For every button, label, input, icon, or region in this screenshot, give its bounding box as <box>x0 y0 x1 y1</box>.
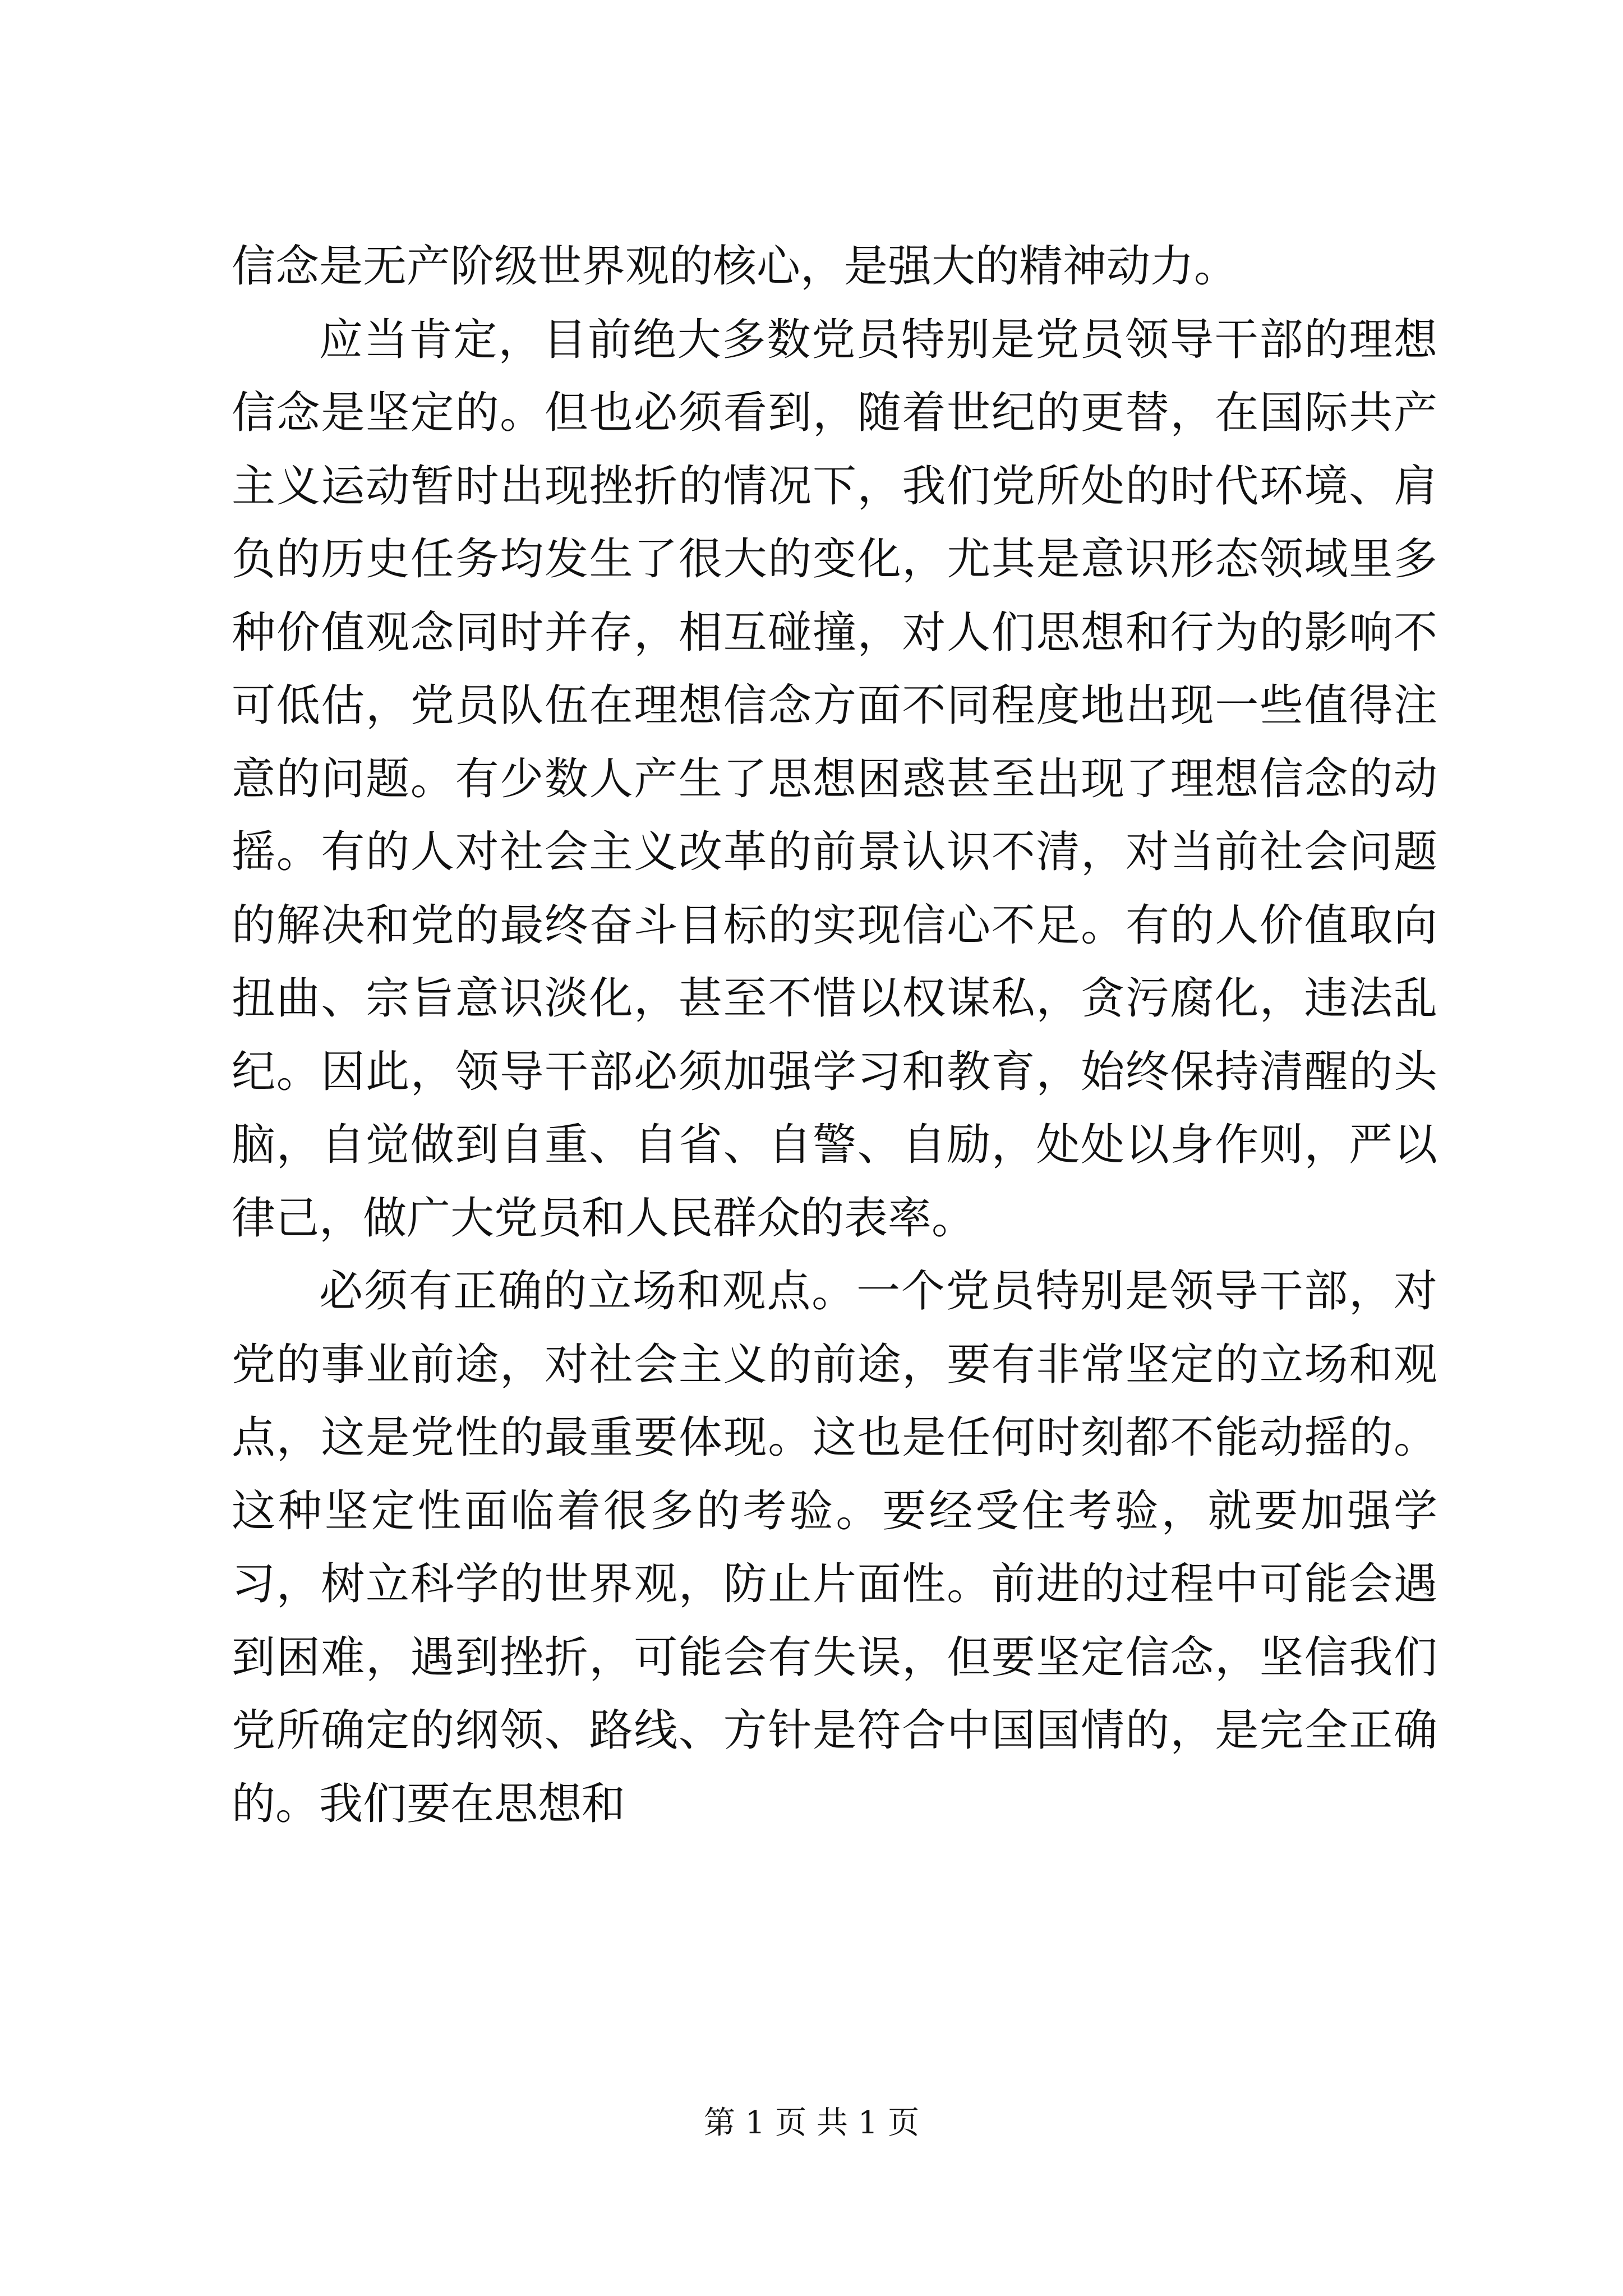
document-body <box>232 230 1437 1841</box>
paragraph-2: 应当肯定，目前绝大多数党员特别是党员领导干部的理想信念是坚定的。但也必须看到，随着世纪的更替，在国际共产主义运动暂时出现挫折的情况下，我们党所处的时代环境、肩负的历史任务均发生了很大的变化，尤其是意识形态领域里多种价值观念同时并存，相互碰撞，对人们思想和行为的影响不可低估，党员队伍在理想信念方面不同程度地出现一些值得注意的问题。有少数人产生了思想困惑甚至出现了理想信念的动摇。有的人对社会主义改革的前景认识不清，对当前社会问题的解决和党的最终奋斗目标的实现信心不足。有的人价值取向扭曲、宗旨意识淡化，甚至不惜以权谋私，贪污腐化，违法乱纪。因此，领导干部必须加强学习和教育，始终保持清醒的头脑，自觉做到自重、自省、自警、自励，处处以身作则，严以律己，做广大党员和人民群众的表率。 <box>232 314 1437 1244</box>
paragraph-3: 必须有正确的立场和观点。一个党员特别是领导干部，对党的事业前途，对社会主义的前途，要有非常坚定的立场和观点，这是党性的最重要体现。这也是任何时刻都不能动摇的。这种坚定性面临着很多的考验。要经受住考验，就要加强学习，树立科学的世界观，防止片面性。前进的过程中可能会遇到困难，遇到挫折，可能会有失误，但要坚定信念，坚信我们党所确定的纲领、路线、方针是符合中国国情的，是完全正确的。我们要在思想和 <box>232 1266 1437 1829</box>
paragraph-1: 信念是无产阶级世界观的核心，是强大的精神动力。 <box>232 241 1238 292</box>
page-footer: 第 1 页 共 1 页 <box>703 2105 920 2141</box>
